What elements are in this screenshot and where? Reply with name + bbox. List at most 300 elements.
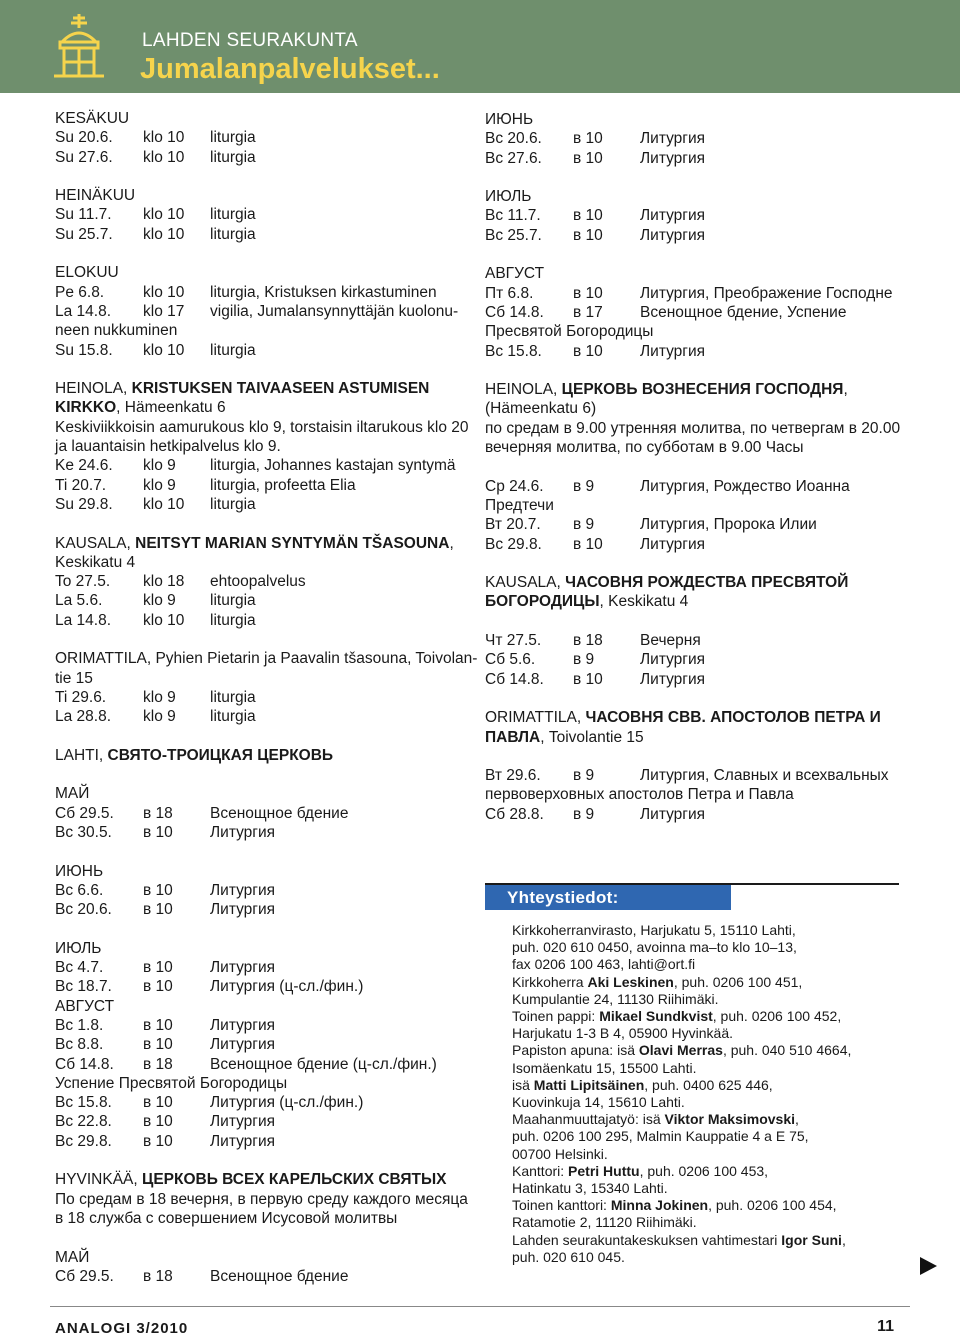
church-heading <box>485 573 905 592</box>
contact-text: Lahden seurakuntakeskuksen vahtimestari <box>512 1231 782 1248</box>
service-name: Литургия <box>210 1036 276 1054</box>
service-date: Вс 11.7. <box>485 207 541 225</box>
contact-text: Ratamotie 2, 11120 Riihimäki. <box>512 1214 697 1231</box>
service-date: Вс 29.8. <box>55 1132 112 1150</box>
contact-text: , puh. 0206 100 453, <box>639 1162 769 1179</box>
service-time: в 9 <box>573 516 595 534</box>
service-name: liturgia <box>210 206 256 224</box>
church-heading-cont: tie 15 <box>55 669 93 687</box>
contact-person-name: Petri Huttu <box>568 1162 640 1179</box>
month-heading: МАЙ <box>55 785 90 803</box>
service-time: в 9 <box>573 767 595 785</box>
service-name: Литургия <box>210 1132 276 1150</box>
service-row <box>55 572 470 591</box>
service-row <box>485 535 905 554</box>
month-heading: ELOKUU <box>55 264 119 282</box>
service-note: в 18 служба с совершением Исусовой молитвы <box>55 1209 398 1227</box>
service-name: Литургия <box>210 881 276 899</box>
service-time: в 10 <box>573 130 603 148</box>
service-time: klo 9 <box>143 708 176 726</box>
service-time: в 10 <box>143 1113 173 1131</box>
service-name: Всенощное бдение <box>210 804 349 822</box>
service-row <box>485 284 905 303</box>
church-address: (Hämeenkatu 6) <box>485 400 597 418</box>
contact-text: 00700 Helsinki. <box>512 1145 608 1162</box>
service-row <box>485 129 905 148</box>
service-time: klo 9 <box>143 688 176 706</box>
schedule-heinakuu <box>55 186 470 244</box>
service-row <box>55 302 470 321</box>
service-name: liturgia <box>210 688 256 706</box>
church-heading-cont <box>485 728 905 747</box>
service-time: в 10 <box>573 207 603 225</box>
service-name: Литургия, Рождество Иоанна <box>640 477 850 495</box>
service-date: Вс 8.8. <box>55 1036 104 1054</box>
contact-text: , <box>795 1111 799 1128</box>
church-heading <box>55 534 470 553</box>
schedule-june <box>485 110 905 168</box>
service-row <box>55 225 470 244</box>
service-date: Сб 5.6. <box>485 651 536 669</box>
service-name: Литургия <box>640 149 706 167</box>
service-name: Литургия <box>210 901 276 919</box>
service-row <box>55 804 470 823</box>
service-time: klo 10 <box>143 206 185 224</box>
section-kausala-ru <box>485 573 905 612</box>
church-heading <box>55 379 470 398</box>
service-row <box>55 977 470 996</box>
service-time: в 10 <box>573 535 603 553</box>
service-note: вечерняя молитва, по субботам в 9.00 Часы <box>485 439 804 457</box>
contact-line <box>512 1025 892 1042</box>
service-date: Сб 28.8. <box>485 805 544 823</box>
service-row <box>55 707 470 726</box>
contact-line <box>512 1042 892 1059</box>
service-name: Литургия <box>640 226 706 244</box>
service-time: в 10 <box>573 149 603 167</box>
service-time: в 10 <box>143 978 173 996</box>
contact-line <box>512 1163 892 1180</box>
contact-line <box>512 1214 892 1231</box>
schedule-hyvinkaa-may <box>55 1248 470 1287</box>
service-name: liturgia <box>210 129 256 147</box>
service-name: liturgia, Kristuksen kirkastuminen <box>210 283 437 301</box>
contact-text: Papiston apuna: isä <box>512 1042 639 1059</box>
service-row <box>55 476 470 495</box>
contact-person-name: Matti Lipitsäinen <box>533 1076 645 1093</box>
service-row <box>485 766 905 785</box>
page-title: Jumalanpalvelukset... <box>140 53 440 85</box>
service-date: Вс 27.6. <box>485 149 542 167</box>
church-name: ЧАСОВНЯ РОЖДЕСТВА ПРЕСВЯТОЙ <box>565 574 849 592</box>
month-heading: ИЮЛЬ <box>485 188 532 206</box>
continuation-text: Предтечи <box>485 496 554 514</box>
contact-line <box>512 1008 892 1025</box>
contact-text: , puh. 0206 100 451, <box>673 973 803 990</box>
schedule-lahti-june <box>55 862 470 920</box>
service-row <box>485 650 905 669</box>
service-date: Вс 22.8. <box>55 1113 112 1131</box>
contact-text: Kumpulantie 24, 11130 Riihimäki. <box>512 990 719 1007</box>
service-time: в 10 <box>143 959 173 977</box>
month-heading: ИЮЛЬ <box>55 939 102 957</box>
service-row <box>485 805 905 824</box>
service-date: To 27.5. <box>55 573 111 591</box>
service-date: Su 11.7. <box>55 206 112 224</box>
service-row <box>55 1112 470 1131</box>
schedule-kausala-ru <box>485 631 905 689</box>
service-time: klo 10 <box>143 283 185 301</box>
schedule-lahti-august <box>55 997 470 1151</box>
month-heading: МАЙ <box>55 1248 90 1266</box>
service-name: Литургия <box>210 1113 276 1131</box>
service-time: в 10 <box>143 1094 173 1112</box>
contact-line <box>512 991 892 1008</box>
church-address: , Hämeenkatu 6 <box>116 399 226 417</box>
contact-line <box>512 1128 892 1145</box>
left-column <box>55 109 478 1286</box>
service-name: liturgia, profeetta Elia <box>210 476 356 494</box>
right-column <box>485 110 905 824</box>
section-heinola-ru <box>485 380 905 457</box>
church-heading <box>55 1170 470 1189</box>
month-heading: ИЮНЬ <box>55 862 104 880</box>
contact-box <box>485 883 899 1289</box>
contact-details <box>512 922 892 1266</box>
service-row <box>55 1055 470 1074</box>
continuation-text: neen nukkuminen <box>55 322 178 340</box>
service-time: в 10 <box>143 1016 173 1034</box>
service-time: в 10 <box>143 1132 173 1150</box>
service-name: vigilia, Jumalansynnyttäjän kuolonu- <box>210 302 459 320</box>
service-row <box>55 823 470 842</box>
service-date: Вс 20.6. <box>55 901 112 919</box>
contact-text: Kanttori: <box>512 1162 569 1179</box>
service-date: Pe 6.8. <box>55 283 105 301</box>
church-address: Keskikatu 4 <box>55 553 136 571</box>
service-time: klo 10 <box>143 611 185 629</box>
church-address: , Keskikatu 4 <box>599 593 689 611</box>
service-row <box>55 958 470 977</box>
place-name: ORIMATTILA, <box>485 709 586 727</box>
contact-text: , puh. 0400 625 446, <box>644 1076 773 1093</box>
service-date: Su 29.8. <box>55 495 113 513</box>
service-date: Вс 15.8. <box>485 342 542 360</box>
contact-title: Yhteystiedot: <box>485 885 731 910</box>
service-date: Ср 24.6. <box>485 477 544 495</box>
contact-line <box>512 1094 892 1111</box>
service-date: Вс 18.7. <box>55 978 112 996</box>
place-name: LAHTI, <box>55 746 108 764</box>
service-name: liturgia <box>210 495 256 513</box>
service-date: La 14.8. <box>55 611 112 629</box>
service-date: Вт 20.7. <box>485 516 541 534</box>
church-name: СВЯТО-ТРОИЦКАЯ ЦЕРКОВЬ <box>107 746 334 764</box>
place-name: HEINOLA, <box>485 381 562 399</box>
contact-line <box>512 1111 892 1128</box>
service-time: klo 10 <box>143 495 185 513</box>
continue-arrow-icon <box>920 1257 937 1275</box>
service-time: в 10 <box>573 226 603 244</box>
schedule-august <box>485 264 905 360</box>
month-heading: KESÄKUU <box>55 110 130 127</box>
service-date: Вс 30.5. <box>55 823 112 841</box>
church-heading <box>485 708 905 727</box>
service-row <box>485 226 905 245</box>
service-date: Сб 29.5. <box>55 1267 114 1285</box>
church-name: NEITSYT MARIAN SYNTYMÄN TŠASOUNA <box>135 534 450 552</box>
section-hyvinkaa <box>55 1170 470 1228</box>
service-date: La 5.6. <box>55 592 103 610</box>
contact-line <box>512 1180 892 1197</box>
contact-line <box>512 1146 892 1163</box>
service-date: Su 27.6. <box>55 148 113 166</box>
contact-text: Kuovinkuja 14, 15610 Lahti. <box>512 1094 685 1111</box>
section-kausala <box>55 534 470 630</box>
service-date: Чт 27.5. <box>485 632 542 650</box>
service-time: в 10 <box>143 1036 173 1054</box>
service-time: в 17 <box>573 303 603 321</box>
service-date: La 14.8. <box>55 302 112 320</box>
orthodox-church-logo-icon <box>50 12 108 82</box>
service-row <box>485 631 905 650</box>
service-row <box>55 900 470 919</box>
contact-text: fax 0206 100 463, lahti@ort.fi <box>512 956 696 973</box>
service-row <box>55 495 470 514</box>
service-name: liturgia <box>210 341 256 359</box>
service-note: ja lauantaisin hetkipalvelus klo 9. <box>55 438 281 456</box>
schedule-heinola-ru <box>485 477 905 554</box>
service-name: Всенощное бдение <box>210 1267 349 1285</box>
contact-text: puh. 020 610 045. <box>512 1248 625 1265</box>
service-row <box>55 456 470 475</box>
church-name: KIRKKO <box>55 399 117 417</box>
service-row <box>55 1093 470 1112</box>
service-time: klo 18 <box>143 573 185 591</box>
contact-text: Kirkkoherranvirasto, Harjukatu 5, 15110 Lahti, <box>512 922 796 938</box>
service-row <box>55 283 470 302</box>
contact-text: , puh. 040 510 4664, <box>722 1042 852 1059</box>
church-name: ПАВЛА <box>485 728 541 746</box>
service-name: liturgia, Johannes kastajan syntymä <box>210 457 456 475</box>
contact-text: isä <box>512 1076 534 1093</box>
service-date: Вс 4.7. <box>55 959 104 977</box>
church-name: ЦЕРКОВЬ ВСЕХ КАРЕЛЬСКИХ СВЯТЫХ <box>142 1171 447 1189</box>
contact-person-name: Mikael Sundkvist <box>599 1008 713 1025</box>
month-heading: АВГУСТ <box>55 997 115 1015</box>
service-name: liturgia <box>210 611 256 629</box>
service-time: klo 10 <box>143 341 185 359</box>
service-name: Литургия <box>640 130 706 148</box>
service-date: Ke 24.6. <box>55 457 113 475</box>
page-header <box>0 0 960 93</box>
service-time: klo 10 <box>143 129 185 147</box>
service-date: Пт 6.8. <box>485 284 534 302</box>
service-time: в 10 <box>573 284 603 302</box>
month-heading: ИЮНЬ <box>485 111 534 128</box>
service-name: Литургия <box>210 1016 276 1034</box>
church-address: , Toivolantie 15 <box>540 728 644 746</box>
contact-text: Toinen pappi: <box>512 1008 600 1025</box>
service-time: klo 9 <box>143 457 176 475</box>
church-name: KRISTUKSEN TAIVAASEEN ASTUMISEN <box>131 380 430 398</box>
service-date: Вс 20.6. <box>485 130 542 148</box>
place-name: HYVINKÄÄ, <box>55 1171 142 1189</box>
service-date: Su 20.6. <box>55 129 113 147</box>
contact-line <box>512 1197 892 1214</box>
church-heading-cont <box>485 592 905 611</box>
footer-divider <box>50 1306 910 1307</box>
punctuation: , <box>843 381 848 399</box>
service-time: в 9 <box>573 477 595 495</box>
contact-text: puh. 0206 100 295, Malmin Kauppatie 4 a E 75, <box>512 1128 809 1145</box>
schedule-elokuu <box>55 263 470 359</box>
magazine-name: ANALOGI <box>55 1320 132 1337</box>
service-row <box>485 149 905 168</box>
service-name: liturgia <box>210 708 256 726</box>
contact-line <box>512 956 892 973</box>
contact-line <box>512 1077 892 1094</box>
service-date: Ti 29.6. <box>55 688 107 706</box>
service-name: Литургия <box>640 670 706 688</box>
service-name: Литургия <box>640 651 706 669</box>
contact-text: , <box>841 1231 846 1248</box>
service-row <box>55 128 470 147</box>
service-name: liturgia <box>210 225 256 243</box>
service-row <box>485 342 905 361</box>
issue-number: 3/2010 <box>136 1320 189 1337</box>
service-time: в 10 <box>143 823 173 841</box>
service-date: Вс 29.8. <box>485 535 542 553</box>
service-date: Su 15.8. <box>55 341 113 359</box>
service-name: Всенощное бдение (ц-сл./фин.) <box>210 1055 437 1073</box>
service-time: в 18 <box>143 1267 173 1285</box>
service-time: в 10 <box>143 881 173 899</box>
month-heading: HEINÄKUU <box>55 187 136 205</box>
contact-text: , puh. 0206 100 452, <box>712 1008 842 1025</box>
service-row <box>55 611 470 630</box>
parish-name: LAHDEN SEURAKUNTA <box>142 30 358 51</box>
contact-person-name: Minna Jokinen <box>610 1197 709 1214</box>
church-heading: ORIMATTILA, Pyhien Pietarin ja Paavalin tšasouna, Toivolan- <box>55 650 478 668</box>
service-time: klo 9 <box>143 592 176 610</box>
service-date: Сб 14.8. <box>485 303 544 321</box>
service-time: в 9 <box>573 805 595 823</box>
contact-line <box>512 1232 892 1249</box>
service-name: Литургия (ц-сл./фин.) <box>210 1094 364 1112</box>
service-date: Вс 6.6. <box>55 881 104 899</box>
place-name: HEINOLA, <box>55 380 132 398</box>
service-date: Сб 14.8. <box>485 670 544 688</box>
contact-line <box>512 1060 892 1077</box>
service-time: в 18 <box>573 632 603 650</box>
punctuation: , <box>449 534 454 552</box>
service-time: klo 10 <box>143 148 185 166</box>
service-row <box>55 881 470 900</box>
contact-person-name: Viktor Maksimovski <box>664 1111 796 1128</box>
service-date: Вс 1.8. <box>55 1016 104 1034</box>
contact-text: Toinen kanttori: <box>512 1197 611 1214</box>
service-name: Литургия <box>640 805 706 823</box>
service-row <box>55 591 470 610</box>
service-note: По средам в 18 вечерня, в первую среду каждого месяца <box>55 1190 468 1208</box>
service-name: Литургия <box>640 207 706 225</box>
continuation-text: первоверховных апостолов Петра и Павла <box>485 786 794 804</box>
service-row <box>55 1016 470 1035</box>
contact-text: Hatinkatu 3, 15340 Lahti. <box>512 1180 668 1197</box>
contact-text: puh. 020 610 0450, avoinna ma–to klo 10–13, <box>512 939 797 956</box>
service-date: Сб 29.5. <box>55 804 114 822</box>
service-date: Сб 14.8. <box>55 1055 114 1073</box>
schedule-orimattila-ru <box>485 766 905 824</box>
service-name: Литургия <box>210 959 276 977</box>
section-heinola <box>55 379 470 514</box>
service-date: Вс 15.8. <box>55 1094 112 1112</box>
service-date: Вт 29.6. <box>485 767 541 785</box>
place-name: KAUSALA, <box>55 534 136 552</box>
service-row <box>485 303 905 322</box>
service-name: Всенощное бдение, Успение <box>640 303 847 321</box>
service-time: в 10 <box>573 670 603 688</box>
service-row <box>55 1267 470 1286</box>
service-row <box>485 206 905 225</box>
service-time: в 10 <box>573 342 603 360</box>
place-name: KAUSALA, <box>485 574 566 592</box>
service-date: La 28.8. <box>55 708 112 726</box>
service-name: ehtoopalvelus <box>210 573 306 591</box>
service-date: Ti 20.7. <box>55 476 107 494</box>
service-name: Литургия <box>640 535 706 553</box>
contact-text: Maahanmuuttajatyö: isä <box>512 1111 665 1128</box>
schedule-kesakuu <box>55 109 470 167</box>
contact-text: Harjukatu 1-3 B 4, 05900 Hyvinkää. <box>512 1025 734 1042</box>
service-name: Литургия, Пророка Илии <box>640 516 817 534</box>
service-time: в 9 <box>573 651 595 669</box>
contact-person-name: Aki Leskinen <box>587 973 674 990</box>
contact-line <box>512 922 892 939</box>
service-note: Keskiviikkoisin aamurukous klo 9, torstaisin iltarukous klo 20 <box>55 418 469 436</box>
page-number: 11 <box>877 1318 894 1335</box>
contact-line <box>512 974 892 991</box>
schedule-lahti-july <box>55 939 470 997</box>
month-heading: АВГУСТ <box>485 265 545 283</box>
service-name: Литургия (ц-сл./фин.) <box>210 978 364 996</box>
service-note: по средам в 9.00 утренняя молитва, по четвергам в 20.00 <box>485 419 901 437</box>
service-date: Su 25.7. <box>55 225 113 243</box>
schedule-lahti-may <box>55 784 470 842</box>
service-time: в 18 <box>143 804 173 822</box>
service-name: liturgia <box>210 148 256 166</box>
service-row <box>55 688 470 707</box>
service-time: klo 10 <box>143 225 185 243</box>
service-time: в 10 <box>143 901 173 919</box>
service-name: Литургия <box>210 823 276 841</box>
contact-line <box>512 939 892 956</box>
service-row <box>55 1035 470 1054</box>
service-time: klo 9 <box>143 476 176 494</box>
continuation-text: Пресвятой Богородицы <box>485 323 654 341</box>
church-heading-cont <box>55 398 470 417</box>
service-name: Литургия, Преображение Господне <box>640 284 893 302</box>
contact-text: Kirkkoherra <box>512 973 588 990</box>
section-orimattila-ru <box>485 708 905 747</box>
contact-text: , puh. 0206 100 454, <box>708 1197 837 1214</box>
contact-person-name: Olavi Merras <box>638 1042 723 1059</box>
service-row <box>55 148 470 167</box>
service-date: Вс 25.7. <box>485 226 542 244</box>
service-name: Литургия, Славных и всехвальных <box>640 767 889 785</box>
section-lahti <box>55 746 470 765</box>
